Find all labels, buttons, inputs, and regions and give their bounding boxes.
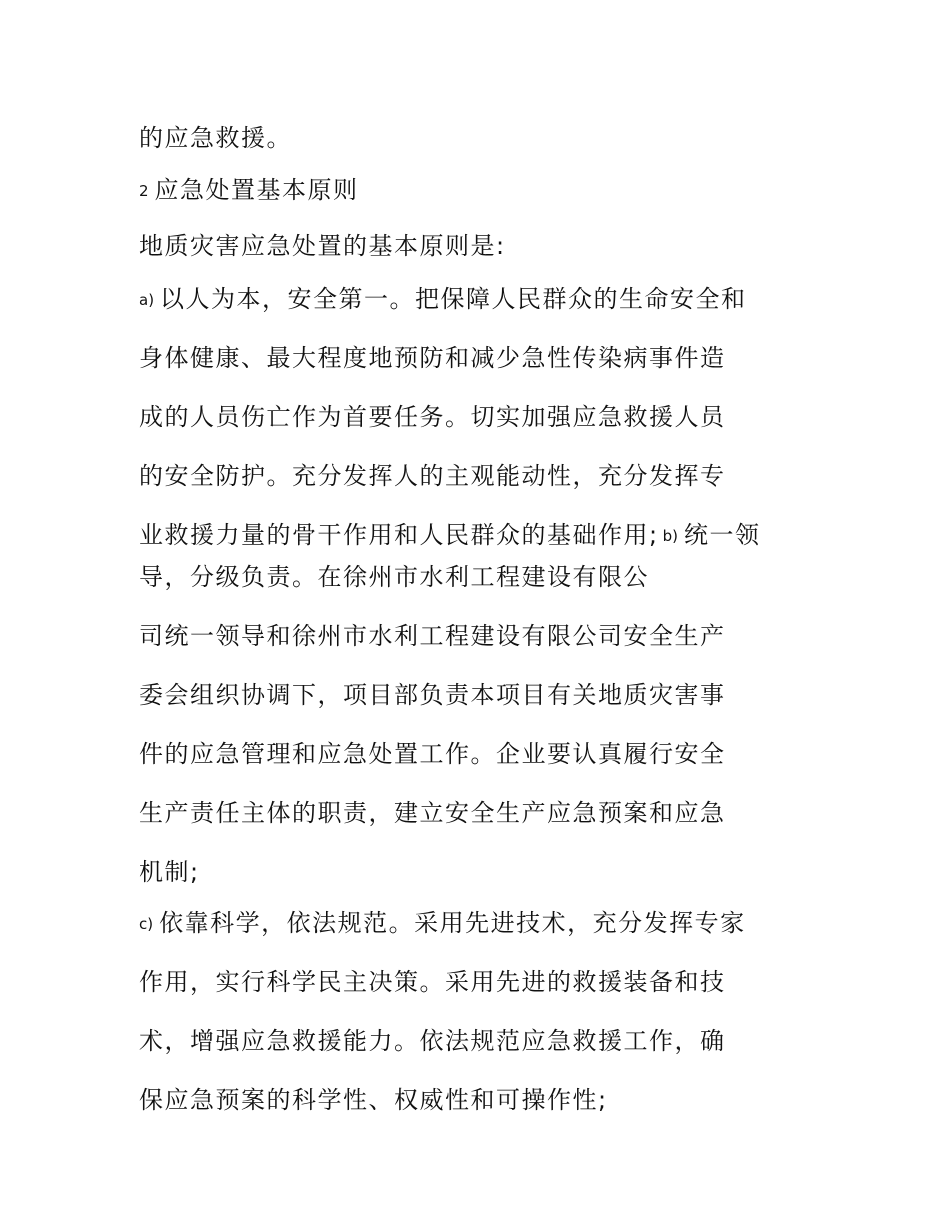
- item-c-line: 术，增强应急救援能力。依法规范应急救援工作，确: [139, 1027, 726, 1055]
- item-b-line: 委会组织协调下，项目部负责本项目有关地质灾害事: [139, 681, 726, 709]
- item-b-line: 司统一领导和徐州市水利工程建设有限公司安全生产: [139, 622, 726, 650]
- item-a-line: [139, 284, 747, 317]
- item-a-marker: a): [139, 291, 155, 309]
- item-b-line: 机制;: [139, 858, 200, 886]
- item-c-line: 保应急预案的科学性、权威性和可操作性;: [139, 1086, 608, 1114]
- item-b-line: 导，分级负责。在徐州市水利工程建设有限公: [139, 563, 649, 591]
- item-a-text: 业救援力量的骨干作用和人民群众的基础作用;: [139, 521, 659, 549]
- item-c-line: 作用，实行科学民主决策。采用先进的救援装备和技: [139, 968, 726, 996]
- paragraph-line: 的应急救援。: [139, 124, 292, 152]
- item-c-text: 依靠科学，依法规范。采用先进技术，充分发挥专家: [159, 909, 746, 937]
- item-a-line: [139, 520, 760, 553]
- item-a-line: 的安全防护。充分发挥人的主观能动性，充分发挥专: [139, 462, 726, 490]
- item-c-marker: c): [139, 915, 154, 933]
- section-title: 应急处置基本原则: [154, 176, 359, 204]
- section-number: 2: [139, 182, 149, 200]
- item-b-text: 统一领: [683, 521, 761, 549]
- item-b-line: 生产责任主体的职责，建立安全生产应急预案和应急: [139, 799, 726, 827]
- section-heading: [139, 175, 359, 208]
- item-c-line: [139, 908, 746, 941]
- item-a-text: 以人为本，安全第一。把保障人民群众的生命安全和: [160, 285, 747, 313]
- item-b-line: 件的应急管理和应急处置工作。企业要认真履行安全: [139, 740, 726, 768]
- item-a-line: 身体健康、最大程度地预防和减少急性传染病事件造: [139, 344, 726, 372]
- item-b-marker: b): [662, 527, 678, 545]
- intro-line: 地质灾害应急处置的基本原则是:: [139, 232, 506, 260]
- item-a-line: 成的人员伤亡作为首要任务。切实加强应急救援人员: [139, 403, 726, 431]
